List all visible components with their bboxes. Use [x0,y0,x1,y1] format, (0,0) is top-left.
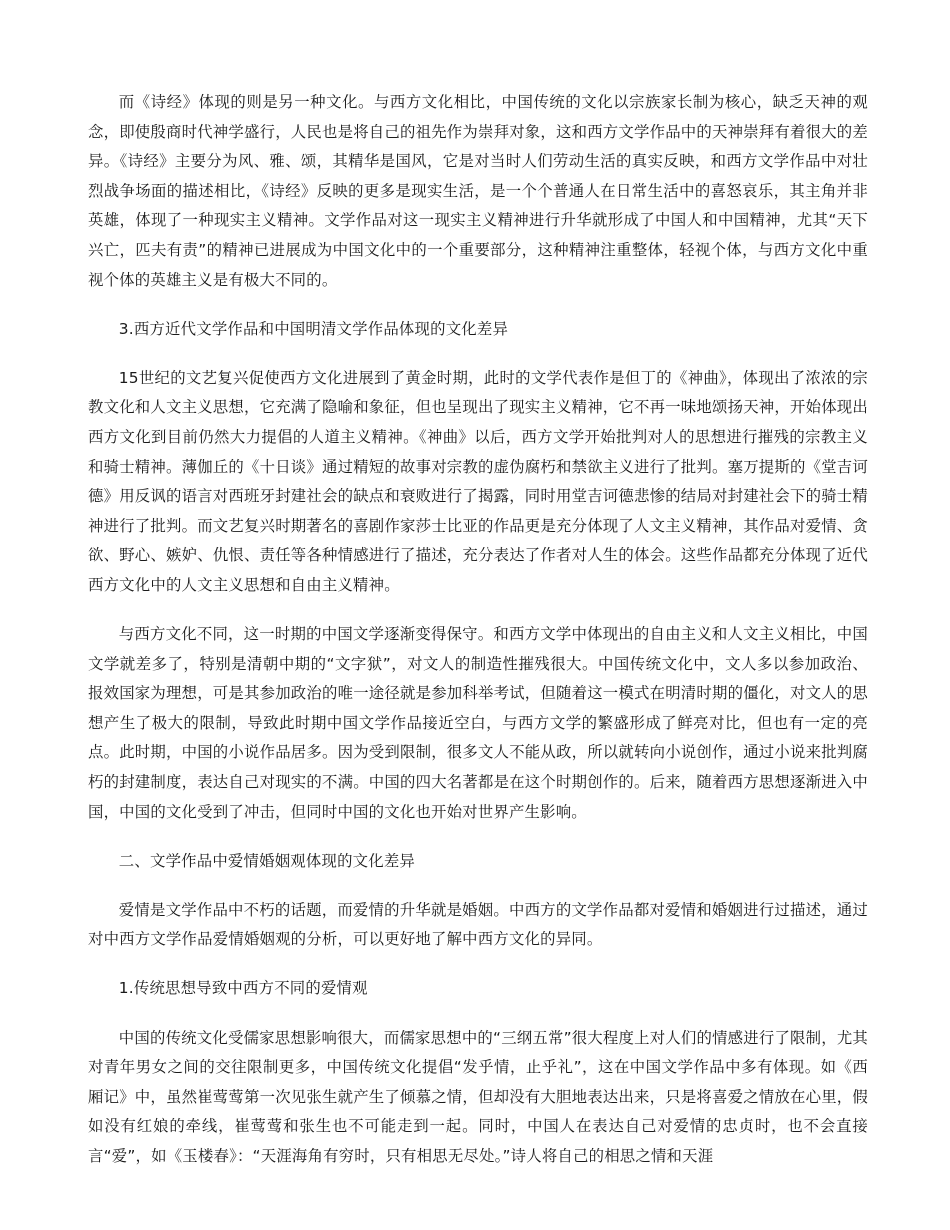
paragraph-love-theme: 爱情是文学作品中不朽的话题，而爱情的升华就是婚姻。中西方的文学作品都对爱情和婚姻进行过描述，通过对中西方文学作品爱情婚姻观的分析，可以更好地了解中西方文化的异同。 [88,900,868,949]
section-heading-love-marriage: 二、文学作品中爱情婚姻观体现的文化差异 [118,851,416,870]
paragraph-renaissance: 15世纪的文艺复兴促使西方文化进展到了黄金时期，此时的文学代表作是但丁的《神曲》，体现出了浓浓的宗教文化和人文主义思想，它充满了隐喻和象征，但也呈现出了现实主义精神，它不再一味地颂扬天神，开始体现出西方文化到目前仍然大力提倡的人道主义精神。《神曲》以后，西方文学开始批判对人的思想进行摧残的宗教主义和骑士精神。薄伽丘的《十日谈》通过精短的故事对宗教的虚伪腐朽和禁欲主义进行了批判。塞万提斯的《堂吉诃德》用反讽的语言对西班牙封建社会的缺点和衰败进行了揭露，同时用堂吉诃德悲惨的结局对封建社会下的骑士精神进行了批判。而文艺复兴时期著名的喜剧作家莎士比亚的作品更是充分体现了人文主义精神，其作品对爱情、贪欲、野心、嫉妒、仇恨、责任等各种情感进行了描述，充分表达了作者对人生的体会。这些作品都充分体现了近代西方文化中的人文主义思想和自由主义精神。 [88,368,868,594]
paragraph-confucian-influence: 中国的传统文化受儒家思想影响很大，而儒家思想中的“三纲五常”很大程度上对人们的情感进行了限制，尤其对青年男女之间的交往限制更多，中国传统文化提倡“发乎情，止乎礼”，这在中国文学作品中多有体现。如《西厢记》中，虽然崔莺莺第一次见张生就产生了倾慕之情，但却没有大胆地表达出来，只是将喜爱之情放在心里，假如没有红娘的牵线，崔莺莺和张生也不可能走到一起。同时，中国人在表达自己对爱情的忠贞时，也不会直接言“爱”，如《玉楼春》：“天涯海角有穷时，只有相思无尽处。”诗人将自己的相思之情和天涯 [88,1028,868,1165]
section-heading-modern-vs-mingqing: 3.西方近代文学作品和中国明清文学作品体现的文化差异 [118,319,509,338]
paragraph-chinese-literature-conservative: 与西方文化不同，这一时期的中国文学逐渐变得保守。和西方文学中体现出的自由主义和人文主义相比，中国文学就差多了，特别是清朝中期的“文字狱”，对文人的制造性摧残很大。中国传统文化中，文人多以参加政治、报效国家为理想，可是其参加政治的唯一途径就是参加科举考试，但随着这一模式在明清时期的僵化，对文人的思想产生了极大的限制，导致此时期中国文学作品接近空白，与西方文学的繁盛形成了鲜亮对比，但也有一定的亮点。此时期，中国的小说作品居多。因为受到限制，很多文人不能从政，所以就转向小说创作，通过小说来批判腐朽的封建制度，表达自己对现实的不满。中国的四大名著都是在这个时期创作的。后来，随着西方思想逐渐进入中国，中国的文化受到了冲击，但同时中国的文化也开始对世界产生影响。 [88,625,868,821]
section-heading-traditional-thought: 1.传统思想导致中西方不同的爱情观 [118,979,368,998]
paragraph-shijing-culture: 而《诗经》体现的则是另一种文化。与西方文化相比，中国传统的文化以宗族家长制为核心，缺乏天神的观念，即使殷商时代神学盛行，人民也是将自己的祖先作为崇拜对象，这和西方文学作品中的天神崇拜有着很大的差异。《诗经》主要分为风、雅、颂，其精华是国风，它是对当时人们劳动生活的真实反映，和西方文学作品中对壮烈战争场面的描述相比，《诗经》反映的更多是现实生活，是一个个普通人在日常生活中的喜怒哀乐，其主角并非英雄，体现了一种现实主义精神。文学作品对这一现实主义精神进行升华就形成了中国人和中国精神，尤其“天下兴亡，匹夫有责”的精神已进展成为中国文化中的一个重要部分，这种精神注重整体，轻视个体，与西方文化中重视个体的英雄主义是有极大不同的。 [88,93,868,289]
document-body [88,88,868,1191]
